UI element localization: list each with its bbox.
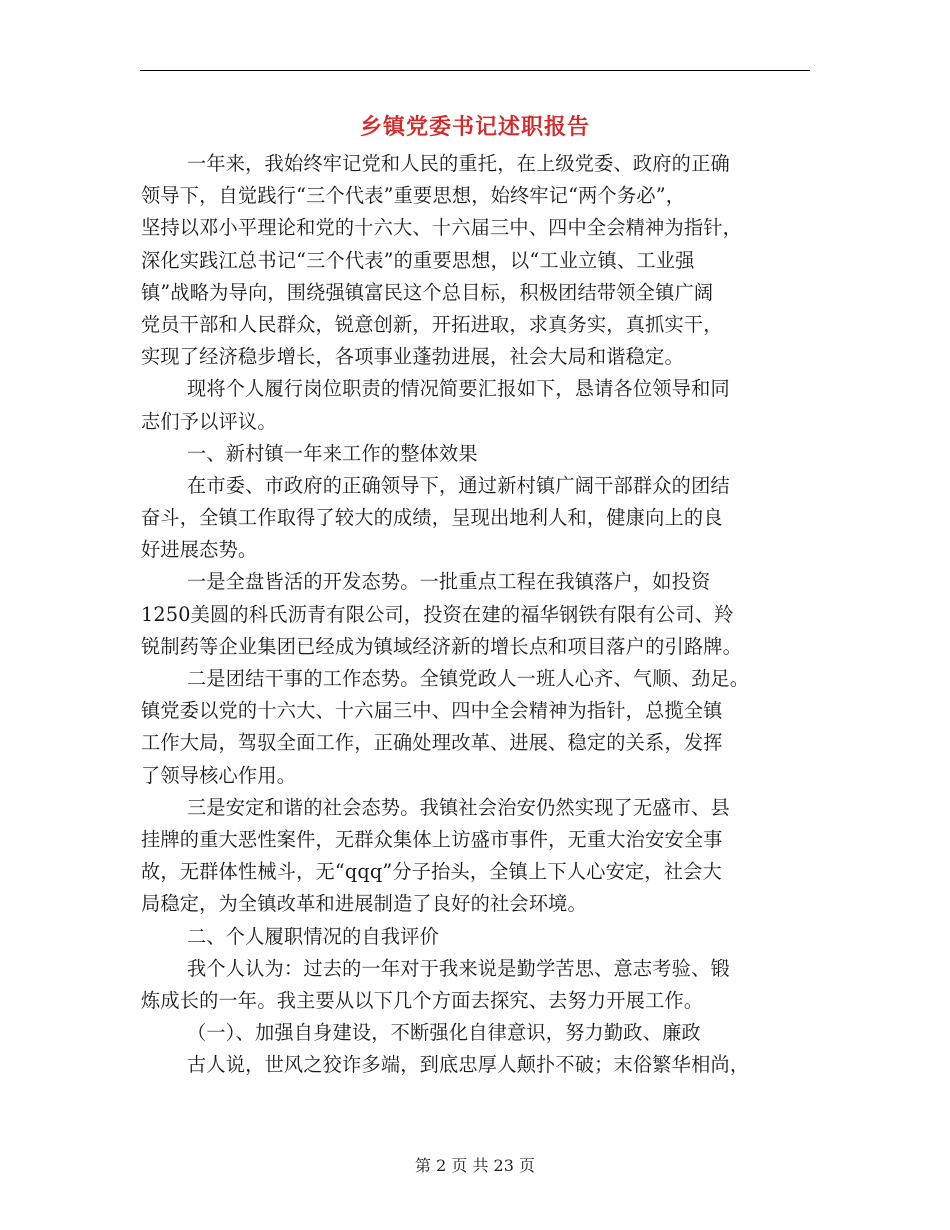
text-line: 了领导核心作用。 xyxy=(141,763,297,787)
text-line: 锐制药等企业集团已经成为镇域经济新的增长点和项目落户的引路牌。 xyxy=(141,634,743,658)
header-rule xyxy=(140,70,810,71)
text-line: 镇党委以党的十六大、十六届三中、四中全会精神为指针，总揽全镇 xyxy=(141,699,723,723)
text-line: 镇”战略为导向，围绕强镇富民这个总目标，积极团结带领全镇广阔 xyxy=(141,280,714,304)
text-line: 一、新村镇一年来工作的整体效果 xyxy=(187,441,478,465)
text-line: 工作大局，驾驭全面工作，正确处理改革、进展、稳定的关系，发挥 xyxy=(141,731,723,755)
text-line: 领导下，自觉践行“三个代表”重要思想，始终牢记“两个务必”， xyxy=(141,184,686,208)
text-line: 挂牌的重大恶性案件，无群众集体上访盛市事件，无重大治安安全事 xyxy=(141,827,723,851)
text-line: 一年来，我始终牢记党和人民的重托，在上级党委、政府的正确 xyxy=(187,152,730,175)
text-line: 深化实践江总书记“三个代表”的重要思想，以“工业立镇、工业强 xyxy=(141,248,695,272)
text-line: 坚持以邓小平理论和党的十六大、十六届三中、四中全会精神为指针， xyxy=(141,216,743,240)
page-footer: 第 2 页 共 23 页 xyxy=(415,1156,535,1175)
text-line: 奋斗，全镇工作取得了较大的成绩，呈现出地利人和，健康向上的良 xyxy=(141,506,723,530)
text-line: 古人说，世风之狡诈多端，到底忠厚人颠扑不破；末俗繁华相尚， xyxy=(187,1053,750,1077)
text-line: 炼成长的一年。我主要从以下几个方面去探究、去努力开展工作。 xyxy=(141,988,704,1012)
text-line: 现将个人履行岗位职责的情况简要汇报如下，恳请各位领导和同 xyxy=(187,377,730,401)
text-line: 好进展态势。 xyxy=(141,538,258,562)
text-line: 一是全盘皆活的开发态势。一批重点工程在我镇落户，如投资 xyxy=(187,570,711,594)
document-title: 乡镇党委书记述职报告 xyxy=(359,115,590,140)
document-body xyxy=(141,148,811,1081)
text-line: 在市委、市政府的正确领导下，通过新村镇广阔干部群众的团结 xyxy=(187,473,730,497)
text-line: 党员干部和人民群众，锐意创新，开拓进取，求真务实，真抓实干， xyxy=(141,312,723,336)
text-line: 故，无群体性械斗，无“qqq”分子抬头，全镇上下人心安定，社会大 xyxy=(141,860,722,884)
text-line: 志们予以评议。 xyxy=(141,409,277,433)
text-line: 三是安定和谐的社会态势。我镇社会治安仍然实现了无盛市、县 xyxy=(187,795,730,819)
text-line: 实现了经济稳步增长，各项事业蓬勃进展，社会大局和谐稳定。 xyxy=(141,345,684,369)
text-line: 局稳定，为全镇改革和进展制造了良好的社会环境。 xyxy=(141,892,587,916)
text-line: 二是团结干事的工作态势。全镇党政人一班人心齐、气顺、劲足。 xyxy=(187,667,750,690)
text-line: 我个人认为：过去的一年对于我来说是勤学苦思、意志考验、锻 xyxy=(187,956,730,980)
text-line: 二、个人履职情况的自我评价 xyxy=(187,924,440,948)
text-line: 1250美圆的科氏沥青有限公司，投资在建的福华钢铁有限有公司、羚 xyxy=(141,602,734,626)
text-line: （一）、加强自身建设，不断强化自律意识，努力勤政、廉政 xyxy=(187,1021,701,1045)
